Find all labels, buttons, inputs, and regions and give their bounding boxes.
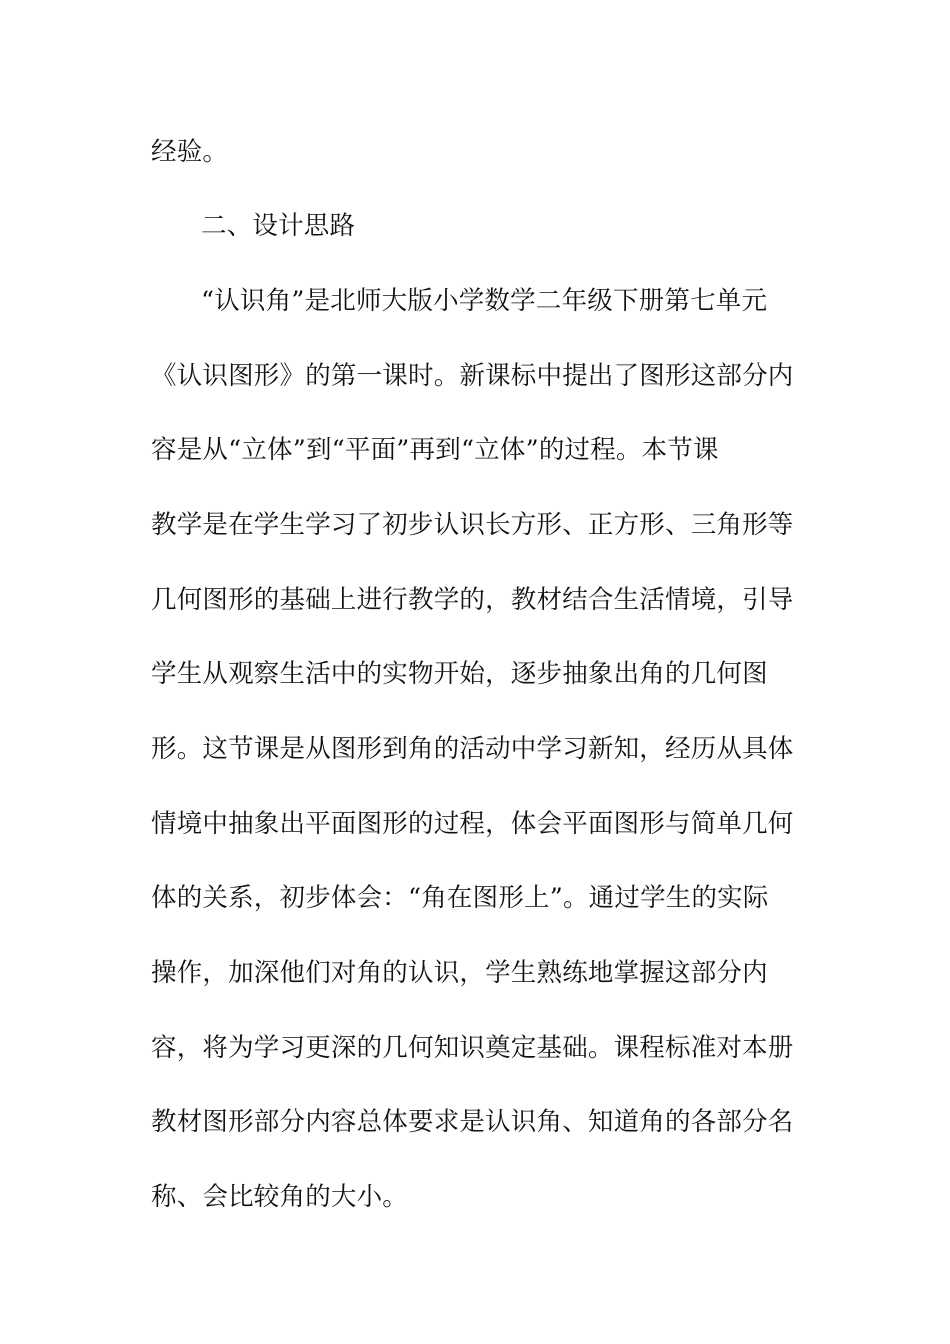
paragraph-line-13: 容，将为学习更深的几何知识奠定基础。课程标准对本册: [151, 1033, 794, 1063]
paragraph-line-6: 教学是在学生学习了初步认识长方形、正方形、三角形等: [151, 510, 794, 540]
paragraph-line-11: 体的关系，初步体会：“角在图形上”。通过学生的实际: [151, 883, 769, 913]
section-heading: 二、设计思路: [201, 211, 356, 241]
paragraph-line-10: 情境中抽象出平面图形的过程，体会平面图形与简单几何: [151, 809, 794, 839]
paragraph-line-8: 学生从观察生活中的实物开始，逐步抽象出角的几何图: [151, 659, 768, 689]
paragraph-line-1: 经验。: [151, 137, 229, 167]
paragraph-line-14: 教材图形部分内容总体要求是认识角、知道角的各部分名: [151, 1107, 794, 1137]
paragraph-line-12: 操作，加深他们对角的认识，学生熟练地掌握这部分内: [151, 958, 768, 988]
paragraph-line-5: 容是从“立体”到“平面”再到“立体”的过程。本节课: [151, 435, 719, 465]
paragraph-line-4: 《认识图形》的第一课时。新课标中提出了图形这部分内: [151, 361, 794, 391]
paragraph-line-9: 形。这节课是从图形到角的活动中学习新知，经历从具体: [151, 734, 794, 764]
paragraph-line-7: 几何图形的基础上进行教学的，教材结合生活情境，引导: [151, 585, 794, 615]
paragraph-line-3: “认识角”是北师大版小学数学二年级下册第七单元: [201, 286, 768, 316]
paragraph-line-15: 称、会比较角的大小。: [151, 1182, 409, 1212]
